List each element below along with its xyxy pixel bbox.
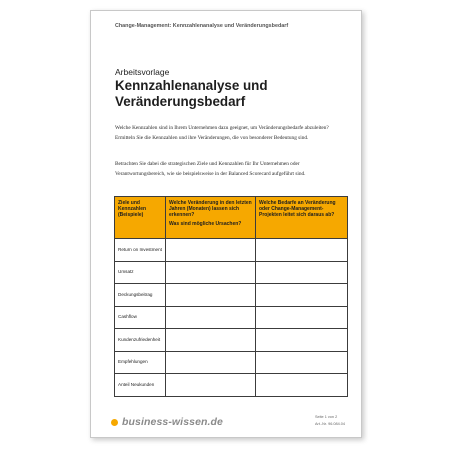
table-row <box>115 374 348 397</box>
brand-logo <box>111 416 223 428</box>
entry-cell[interactable] <box>256 306 348 329</box>
brand-name: business-wissen.de <box>122 416 224 428</box>
entry-cell[interactable] <box>256 239 348 262</box>
table-row <box>115 261 348 284</box>
entry-cell[interactable] <box>166 374 256 397</box>
instruction-paragraph: Betrachten Sie dabei die strategischen Ziele und Kennzahlen für Ihr Unternehmen oder Verantwortungsbereich, wie sie beispielsweise in der Balanced Scorecard aufgeführt sind. <box>115 161 306 178</box>
document-page <box>90 10 362 438</box>
row-label: Deckungsbeitrag <box>115 284 166 307</box>
row-label: Kundenzufriedenheit <box>115 329 166 352</box>
header-label: Welche Bedarfe an Veränderung oder Change-Management-Projekten leitet sich daraus ab? <box>259 200 336 219</box>
header-sublabel: Was sind mögliche Ursachen? <box>169 220 242 227</box>
intro-paragraph: Welche Kennzahlen sind in Ihrem Unternehmen dazu geeignet, um Veränderungsbedarfe abzuleiten? Ermitteln Sie die Kennzahlen und ihre Veränderungen, die von besonderer Bedeutung sind. <box>115 125 329 142</box>
footer-meta <box>315 414 345 427</box>
row-label: Umsatz <box>115 261 166 284</box>
running-header: Change-Management: Kennzahlenanalyse und Veränderungsbedarf <box>115 23 289 29</box>
header-label: Welche Veränderung in den letzten Jahren (Monaten) lassen sich erkennen? <box>169 200 252 219</box>
row-label: Return on Investment <box>115 239 166 262</box>
brand-dot-icon <box>111 419 118 426</box>
document-title: Kennzahlenanalyse und Veränderungsbedarf <box>115 78 268 109</box>
table-row <box>115 306 348 329</box>
worksheet-table <box>114 196 348 397</box>
entry-cell[interactable] <box>166 306 256 329</box>
page-number: Seite 1 von 2 <box>315 415 338 419</box>
article-number: Art.-Nr. 96.084.04 <box>315 421 345 426</box>
table-row <box>115 351 348 374</box>
entry-cell[interactable] <box>256 374 348 397</box>
table-row <box>115 239 348 262</box>
table-header-row <box>115 197 348 239</box>
header-label: Ziele und Kennzahlen (Beispiele) <box>118 200 147 219</box>
entry-cell[interactable] <box>256 261 348 284</box>
entry-cell[interactable] <box>166 239 256 262</box>
header-cell-veraenderungen <box>166 197 256 239</box>
row-label: Cashflow <box>115 306 166 329</box>
entry-cell[interactable] <box>256 351 348 374</box>
header-cell-kennzahlen <box>115 197 166 239</box>
document-kicker: Arbeitsvorlage <box>115 67 170 77</box>
entry-cell[interactable] <box>166 351 256 374</box>
entry-cell[interactable] <box>166 329 256 352</box>
entry-cell[interactable] <box>256 329 348 352</box>
row-label: Anteil Neukunden <box>115 374 166 397</box>
entry-cell[interactable] <box>256 284 348 307</box>
row-label: Empfehlungen <box>115 351 166 374</box>
table-row <box>115 284 348 307</box>
entry-cell[interactable] <box>166 261 256 284</box>
entry-cell[interactable] <box>166 284 256 307</box>
table-row <box>115 329 348 352</box>
header-cell-bedarfe <box>256 197 348 239</box>
